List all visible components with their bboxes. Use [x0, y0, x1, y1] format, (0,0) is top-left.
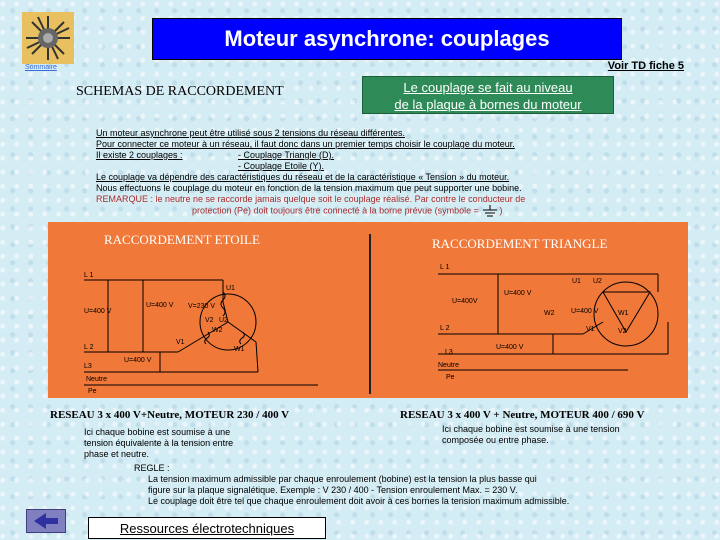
remarque-text: protection (Pe) doit toujours être connecté à la borne prévue (symbole = — [192, 205, 479, 216]
logo-icon — [22, 12, 74, 64]
triangle-pe: Pe — [446, 374, 455, 381]
etoile-l1: L 1 — [84, 272, 94, 279]
intro-triangle: - Couplage Triangle (D). — [238, 150, 335, 160]
etoile-desc-line: phase et neutre. — [84, 449, 150, 459]
triangle-desc-line: composée ou entre phase. — [442, 435, 549, 445]
remarque-line: REMARQUE : le neutre ne se raccorde jamais quelque soit le couplage réalisé. Par contre le conducteur de — [96, 194, 526, 204]
etoile-pe: Pe — [88, 388, 97, 395]
etoile-l2: L 2 — [84, 344, 94, 351]
triangle-u400-b: U=400 V — [504, 290, 532, 297]
triangle-v2: V2 — [618, 328, 627, 335]
etoile-v2: V2 — [205, 317, 214, 324]
diagram-panel — [48, 222, 688, 398]
etoile-caption: RESEAU 3 x 400 V+Neutre, MOTEUR 230 / 400 V — [50, 409, 290, 421]
etoile-u400-b: U=400 V — [146, 302, 174, 309]
intro-line — [96, 150, 656, 161]
triangle-l2: L 2 — [440, 325, 450, 332]
etoile-u2: U2 — [219, 317, 228, 324]
etoile-u400-c: U=400 V — [124, 357, 152, 364]
etoile-l3: L3 — [84, 363, 92, 370]
triangle-w2: W2 — [544, 310, 555, 317]
triangle-desc-line: Ici chaque bobine est soumise à une tension — [442, 424, 620, 434]
triangle-u400-d: U=400 V — [496, 344, 524, 351]
ressources-button[interactable]: Ressources électrotechniques — [88, 517, 326, 539]
sommaire-link[interactable]: Sommaire — [25, 64, 57, 71]
schemas-heading: SCHEMAS DE RACCORDEMENT — [76, 84, 284, 99]
earth-icon — [481, 205, 499, 217]
triangle-u400-a: U=400V — [452, 298, 478, 305]
voir-td-link[interactable]: Voir TD fiche 5 — [607, 60, 684, 72]
regle-heading: REGLE : — [134, 463, 170, 473]
etoile-v1: V1 — [176, 339, 185, 346]
triangle-diagram — [368, 222, 688, 398]
triangle-w1: W1 — [618, 310, 629, 317]
triangle-title: RACCORDEMENT TRIANGLE — [432, 236, 608, 251]
etoile-desc-line: tension équivalente à la tension entre — [84, 438, 234, 448]
etoile-w2: W2 — [212, 327, 223, 334]
etoile-v230: V=230 V — [188, 303, 216, 310]
etoile-u400-a: U=400 V — [84, 308, 112, 315]
intro-etoile: - Couplage Etoile (Y). — [238, 161, 325, 171]
intro-line: Nous effectuons le couplage du moteur en fonction de la tension maximum que peut supporter une bobine. — [96, 183, 522, 193]
etoile-desc-line: Ici chaque bobine est soumise à une — [84, 427, 231, 437]
regle-line: Le couplage doit être tel que chaque enroulement doit avoir à ces bornes la tension maximum admissible. — [148, 496, 570, 506]
page-title: Moteur asynchrone: couplages — [152, 18, 622, 60]
triangle-l1: L 1 — [440, 264, 450, 271]
divider — [369, 234, 371, 394]
regle-text — [134, 463, 694, 507]
plaque-line-2: de la plaque à bornes du moteur — [394, 97, 582, 112]
regle-line: figure sur la plaque signalétique. Exemple : V 230 / 400 - Tension enroulement Max. = 230 V. — [148, 485, 518, 495]
plaque-note — [362, 76, 614, 114]
regle-line: La tension maximum admissible par chaque enroulement (bobine) est la tension la plus basse qui — [148, 474, 537, 484]
triangle-u1: U1 — [572, 278, 581, 285]
intro-text — [96, 128, 656, 217]
triangle-v1: V1 — [586, 326, 595, 333]
remarque-close: ) — [499, 205, 503, 216]
etoile-neutre: Neutre — [86, 376, 108, 383]
intro-line: Un moteur asynchrone peut être utilisé sous 2 tensions du réseau différentes. — [96, 128, 406, 138]
triangle-u2: U2 — [593, 278, 602, 285]
intro-line: Le couplage va dépendre des caractéristiques du réseau et de la caractéristique « Tension » du moteur. — [96, 172, 510, 182]
triangle-u400-c: U=400 V — [571, 308, 599, 315]
triangle-desc — [442, 424, 620, 446]
intro-line: Pour connecter ce moteur à un réseau, il faut donc dans un premier temps choisir le couplage du moteur. — [96, 139, 515, 149]
etoile-u1: U1 — [226, 285, 235, 292]
plaque-line-1: Le couplage se fait au niveau — [403, 80, 573, 95]
intro-couplages: Il existe 2 couplages : — [96, 150, 183, 160]
etoile-desc — [84, 427, 233, 460]
remarque-line-2 — [96, 205, 656, 217]
triangle-neutre: Neutre — [438, 362, 460, 369]
etoile-title: RACCORDEMENT ETOILE — [104, 232, 260, 247]
back-arrow-icon[interactable] — [26, 509, 66, 533]
triangle-l3: L3 — [445, 349, 453, 356]
triangle-caption: RESEAU 3 x 400 V + Neutre, MOTEUR 400 / 690 V — [400, 409, 645, 421]
etoile-w1: W1 — [234, 346, 245, 353]
